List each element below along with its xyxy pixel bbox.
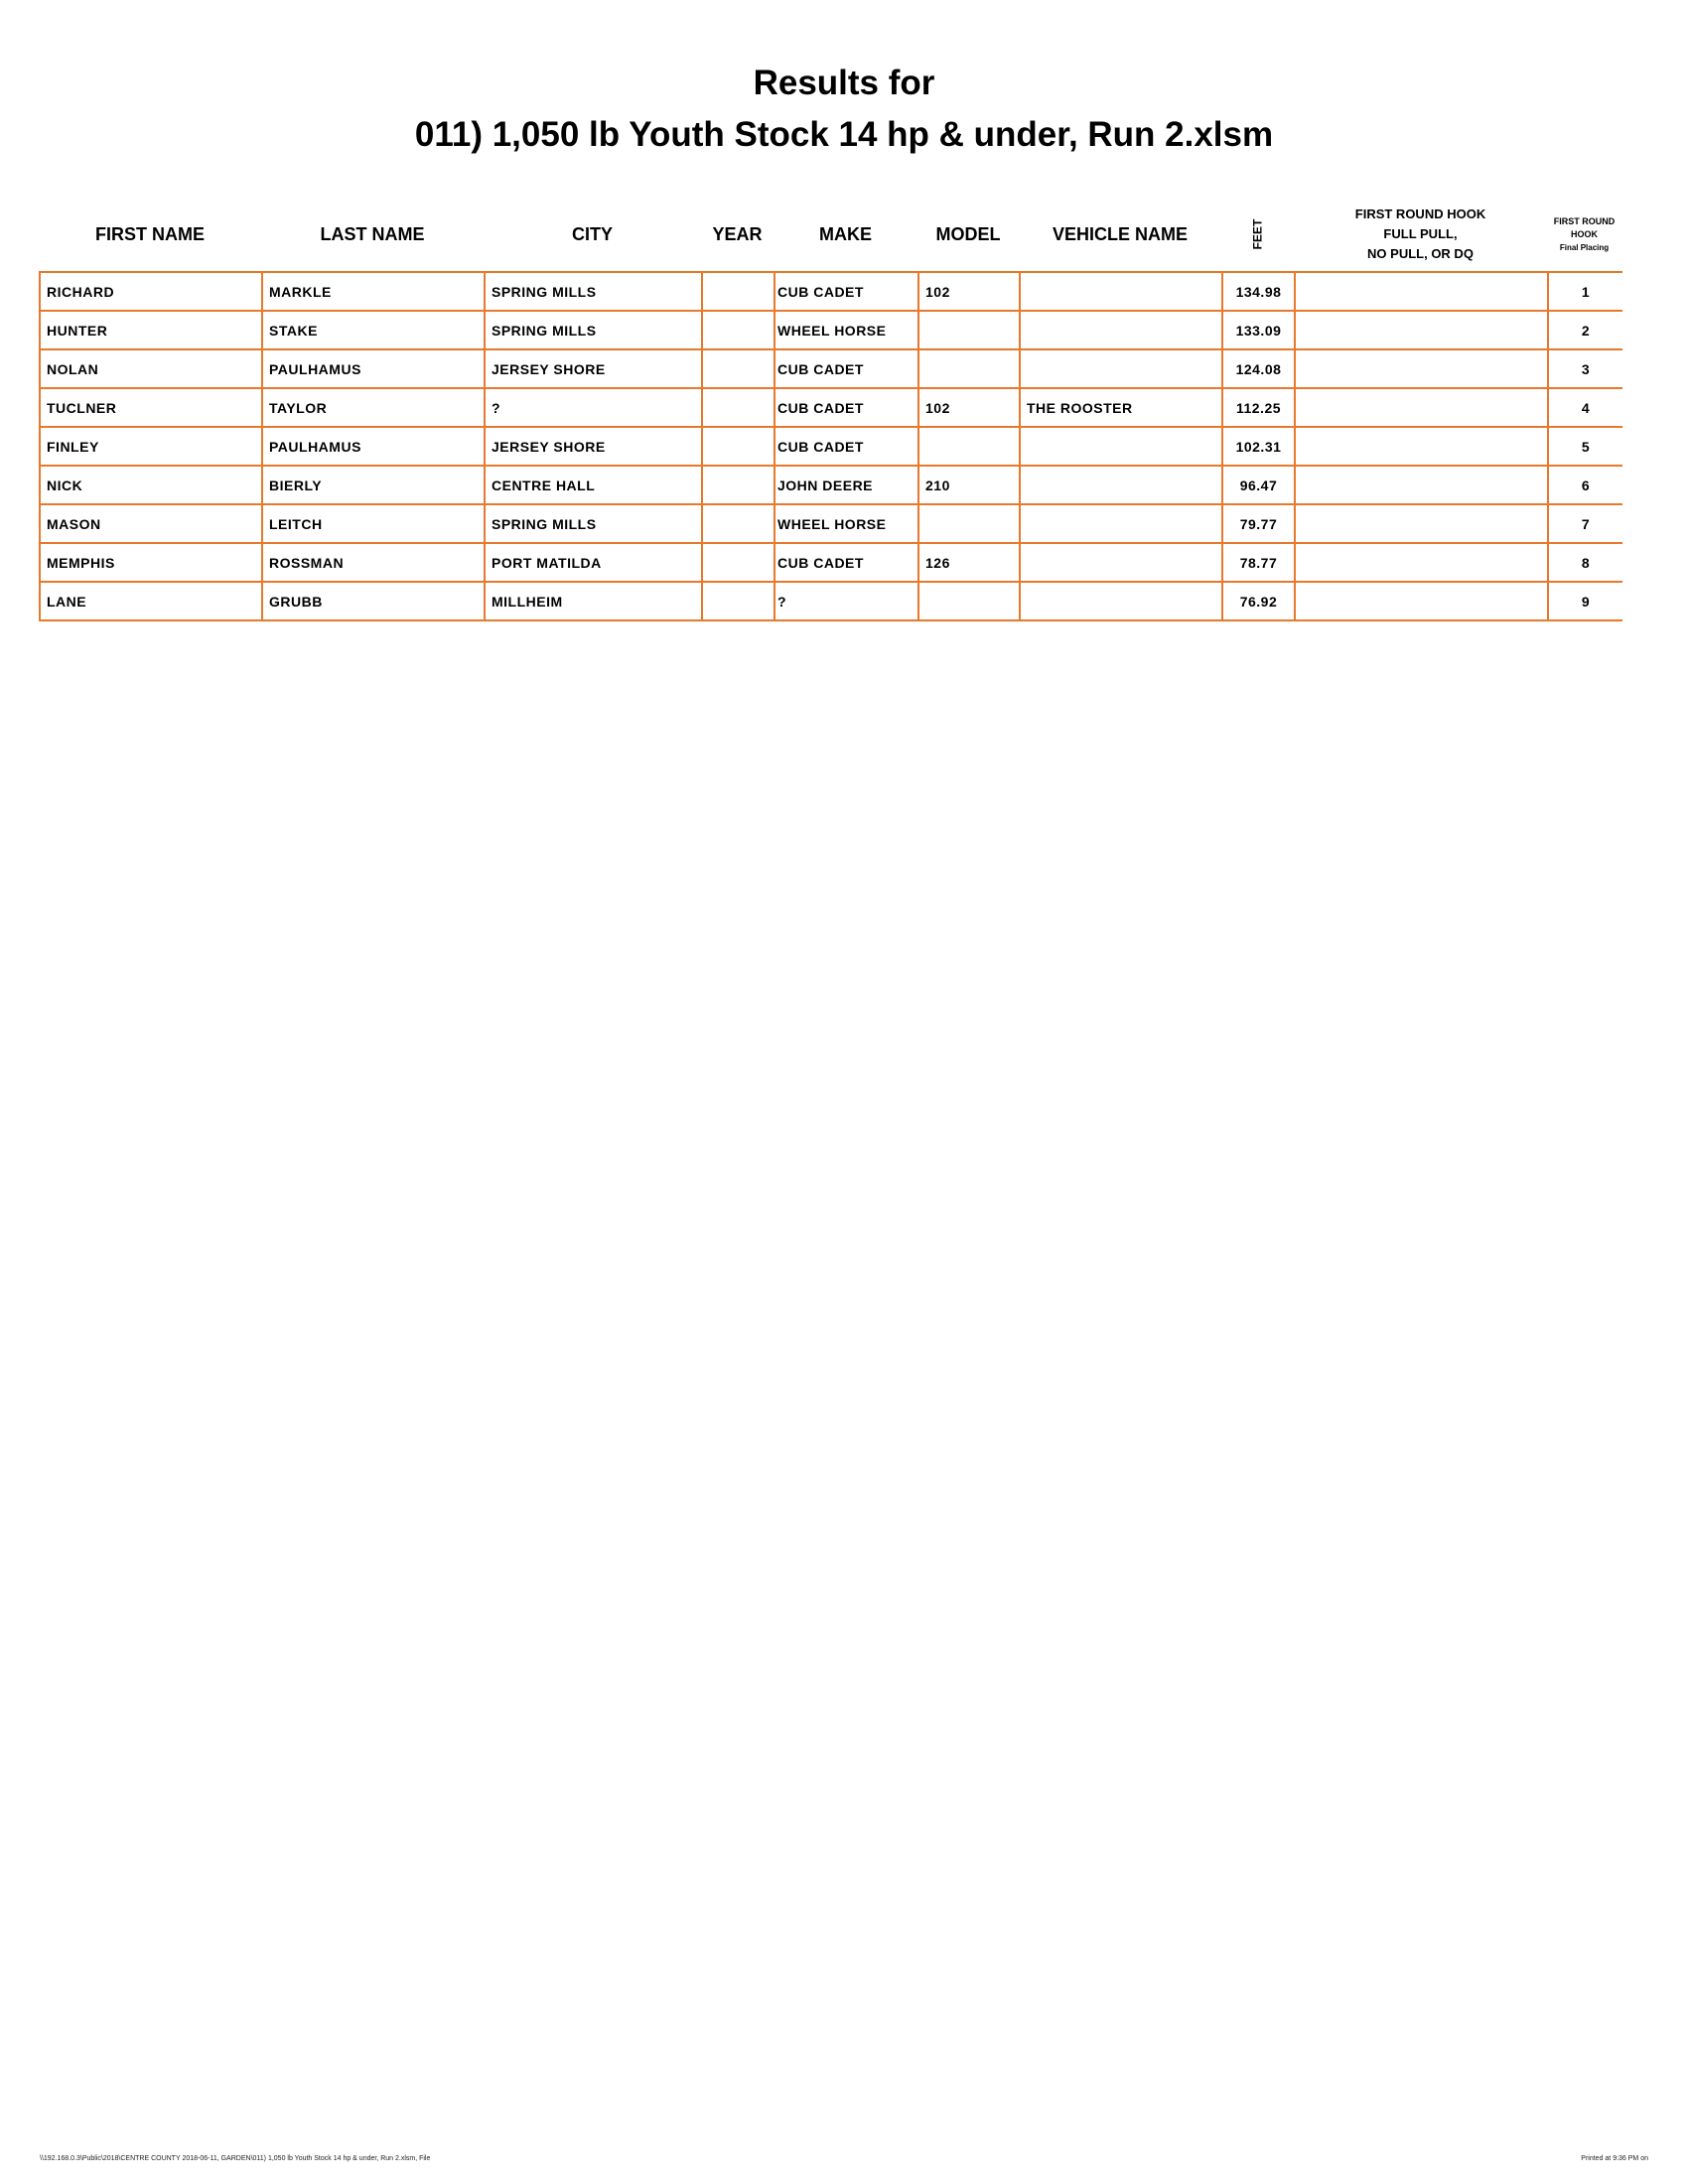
cell-last-name: TAYLOR bbox=[262, 388, 485, 427]
cell-first-name: NOLAN bbox=[40, 349, 262, 388]
header-model: MODEL bbox=[935, 223, 1001, 244]
cell-feet: 96.47 bbox=[1222, 466, 1295, 504]
cell-year bbox=[702, 311, 774, 349]
cell-last-name: PAULHAMUS bbox=[262, 427, 485, 466]
cell-place: 8 bbox=[1548, 543, 1622, 582]
cell-place: 2 bbox=[1548, 311, 1622, 349]
page-title-line1: Results for bbox=[753, 64, 935, 102]
cell-model: 102 bbox=[918, 272, 1020, 311]
cell-first-name: MEMPHIS bbox=[40, 543, 262, 582]
cell-year bbox=[702, 427, 774, 466]
header-last-name: LAST NAME bbox=[320, 223, 425, 244]
table-row bbox=[40, 349, 1622, 388]
table-row bbox=[40, 427, 1622, 466]
cell-feet: 112.25 bbox=[1222, 388, 1295, 427]
cell-make: CUB CADET bbox=[774, 543, 918, 582]
cell-place: 3 bbox=[1548, 349, 1622, 388]
table-row bbox=[40, 504, 1622, 543]
table-row bbox=[40, 466, 1622, 504]
cell-city: PORT MATILDA bbox=[485, 543, 702, 582]
cell-last-name: LEITCH bbox=[262, 504, 485, 543]
cell-first-name: LANE bbox=[40, 582, 262, 620]
cell-vehicle-name bbox=[1020, 311, 1222, 349]
results-table bbox=[39, 271, 1622, 621]
cell-feet: 124.08 bbox=[1222, 349, 1295, 388]
header-vehicle-name: VEHICLE NAME bbox=[1052, 223, 1188, 244]
cell-year bbox=[702, 349, 774, 388]
cell-make: CUB CADET bbox=[774, 427, 918, 466]
cell-city: SPRING MILLS bbox=[485, 272, 702, 311]
header-hook-line1: FIRST ROUND HOOK bbox=[1354, 206, 1486, 221]
cell-model: 210 bbox=[918, 466, 1020, 504]
cell-last-name: PAULHAMUS bbox=[262, 349, 485, 388]
header-place-line2: HOOK bbox=[1571, 228, 1598, 239]
cell-year bbox=[702, 466, 774, 504]
cell-city: CENTRE HALL bbox=[485, 466, 702, 504]
cell-make: JOHN DEERE bbox=[774, 466, 918, 504]
cell-year bbox=[702, 388, 774, 427]
header-place-line3: Final Placing bbox=[1559, 242, 1610, 252]
table-row bbox=[40, 311, 1622, 349]
cell-feet: 76.92 bbox=[1222, 582, 1295, 620]
results-body bbox=[40, 272, 1622, 620]
cell-hook bbox=[1295, 504, 1548, 543]
table-row bbox=[40, 582, 1622, 620]
cell-make: CUB CADET bbox=[774, 272, 918, 311]
cell-feet: 79.77 bbox=[1222, 504, 1295, 543]
table-row bbox=[40, 543, 1622, 582]
cell-vehicle-name bbox=[1020, 543, 1222, 582]
cell-first-name: FINLEY bbox=[40, 427, 262, 466]
header-hook-line2: FULL PULL, bbox=[1383, 226, 1458, 241]
header-feet bbox=[1221, 199, 1294, 270]
cell-model: 102 bbox=[918, 388, 1020, 427]
cell-vehicle-name bbox=[1020, 582, 1222, 620]
cell-feet: 133.09 bbox=[1222, 311, 1295, 349]
cell-feet: 134.98 bbox=[1222, 272, 1295, 311]
cell-model bbox=[918, 504, 1020, 543]
cell-last-name: STAKE bbox=[262, 311, 485, 349]
cell-hook bbox=[1295, 427, 1548, 466]
cell-vehicle-name bbox=[1020, 427, 1222, 466]
header-hook bbox=[1294, 199, 1547, 270]
cell-make: WHEEL HORSE bbox=[774, 311, 918, 349]
header-city: CITY bbox=[571, 223, 613, 244]
cell-last-name: GRUBB bbox=[262, 582, 485, 620]
cell-city: SPRING MILLS bbox=[485, 311, 702, 349]
cell-last-name: ROSSMAN bbox=[262, 543, 485, 582]
header-make: MAKE bbox=[819, 223, 872, 244]
cell-hook bbox=[1295, 311, 1548, 349]
cell-place: 6 bbox=[1548, 466, 1622, 504]
cell-make: CUB CADET bbox=[774, 349, 918, 388]
cell-model bbox=[918, 349, 1020, 388]
page-title-line2: 011) 1,050 lb Youth Stock 14 hp & under, Run 2.xlsm bbox=[414, 115, 1274, 154]
cell-city: MILLHEIM bbox=[485, 582, 702, 620]
cell-first-name: RICHARD bbox=[40, 272, 262, 311]
cell-vehicle-name bbox=[1020, 272, 1222, 311]
cell-make: CUB CADET bbox=[774, 388, 918, 427]
cell-first-name: MASON bbox=[40, 504, 262, 543]
cell-hook bbox=[1295, 543, 1548, 582]
header-place-line1: FIRST ROUND bbox=[1553, 215, 1616, 226]
footer-printed-at: Printed at 9:36 PM on bbox=[1581, 2155, 1648, 2162]
cell-last-name: BIERLY bbox=[262, 466, 485, 504]
cell-year bbox=[702, 272, 774, 311]
cell-hook bbox=[1295, 349, 1548, 388]
header-place bbox=[1547, 199, 1621, 270]
cell-place: 9 bbox=[1548, 582, 1622, 620]
cell-year bbox=[702, 504, 774, 543]
cell-city: JERSEY SHORE bbox=[485, 349, 702, 388]
header-year: YEAR bbox=[712, 223, 763, 244]
table-row bbox=[40, 388, 1622, 427]
table-row bbox=[40, 272, 1622, 311]
cell-place: 5 bbox=[1548, 427, 1622, 466]
cell-vehicle-name bbox=[1020, 349, 1222, 388]
cell-model bbox=[918, 311, 1020, 349]
cell-hook bbox=[1295, 466, 1548, 504]
cell-first-name: NICK bbox=[40, 466, 262, 504]
cell-place: 7 bbox=[1548, 504, 1622, 543]
header-first-name: FIRST NAME bbox=[95, 223, 205, 244]
cell-hook bbox=[1295, 272, 1548, 311]
cell-year bbox=[702, 582, 774, 620]
footer-file-path: \\192.168.0.3\Public\2018\CENTRE COUNTY 2018-06-11, GARDEN\011) 1,050 lb Youth Stock 14 hp & under, Run 2.xlsm, File bbox=[40, 2155, 431, 2162]
cell-year bbox=[702, 543, 774, 582]
cell-make: ? bbox=[774, 582, 918, 620]
cell-last-name: MARKLE bbox=[262, 272, 485, 311]
cell-city: SPRING MILLS bbox=[485, 504, 702, 543]
cell-vehicle-name: THE ROOSTER bbox=[1020, 388, 1222, 427]
cell-hook bbox=[1295, 582, 1548, 620]
header-hook-line3: NO PULL, OR DQ bbox=[1367, 246, 1474, 261]
cell-make: WHEEL HORSE bbox=[774, 504, 918, 543]
cell-place: 4 bbox=[1548, 388, 1622, 427]
cell-place: 1 bbox=[1548, 272, 1622, 311]
cell-model: 126 bbox=[918, 543, 1020, 582]
cell-model bbox=[918, 582, 1020, 620]
cell-vehicle-name bbox=[1020, 504, 1222, 543]
cell-city: JERSEY SHORE bbox=[485, 427, 702, 466]
cell-feet: 102.31 bbox=[1222, 427, 1295, 466]
cell-hook bbox=[1295, 388, 1548, 427]
cell-first-name: HUNTER bbox=[40, 311, 262, 349]
cell-model bbox=[918, 427, 1020, 466]
cell-feet: 78.77 bbox=[1222, 543, 1295, 582]
cell-city: ? bbox=[485, 388, 702, 427]
cell-first-name: TUCLNER bbox=[40, 388, 262, 427]
header-feet-label: FEET bbox=[1250, 218, 1265, 250]
cell-vehicle-name bbox=[1020, 466, 1222, 504]
